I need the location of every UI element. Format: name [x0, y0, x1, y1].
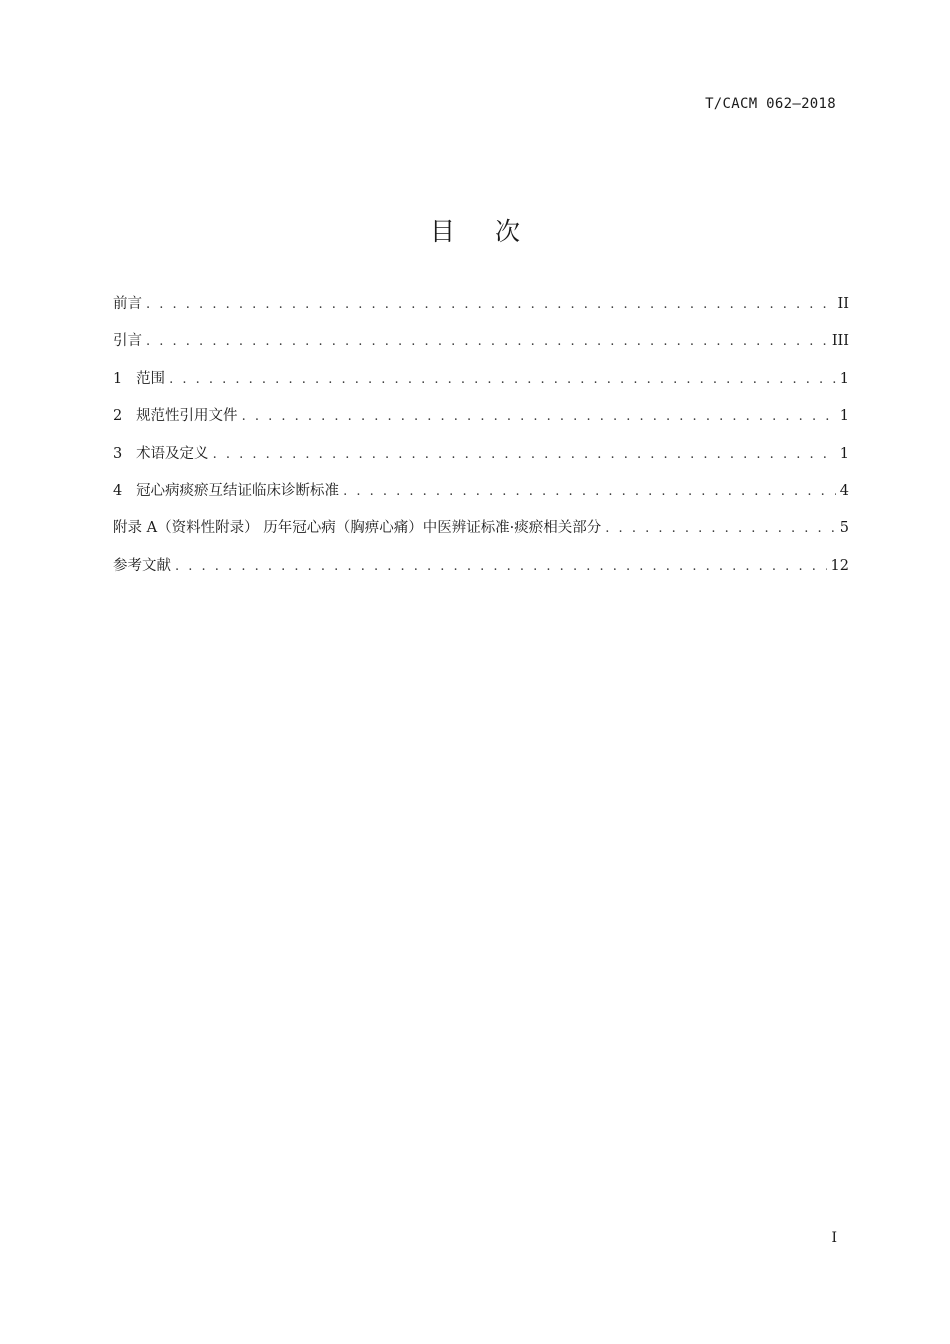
page-number: I	[831, 1230, 837, 1246]
toc-entry-label: 前言	[113, 296, 142, 312]
title-char-1: 目	[429, 217, 455, 246]
toc-entry-page: 12	[830, 557, 849, 574]
toc-entry-scope[interactable]	[113, 367, 849, 404]
toc-leader-dots	[169, 372, 836, 387]
toc-entry-label: 引言	[113, 333, 142, 350]
table-of-contents	[113, 292, 849, 591]
toc-leader-dots	[146, 334, 828, 349]
toc-leader-dots	[605, 521, 835, 536]
toc-entry-page: 1	[839, 445, 849, 462]
toc-entry-label: 术语及定义	[136, 445, 209, 462]
toc-entry-page: II	[837, 296, 849, 312]
toc-leader-dots	[343, 484, 836, 499]
toc-entry-label: 范围	[136, 370, 166, 387]
toc-leader-dots	[242, 409, 836, 424]
toc-entry-label: 冠心病痰瘀互结证临床诊断标准	[136, 482, 340, 499]
toc-leader-dots	[175, 559, 827, 574]
toc-entry-page: 1	[839, 408, 849, 425]
page-title	[0, 212, 950, 248]
document-code: T/CACM 062—2018	[705, 96, 836, 112]
toc-entry-page: III	[831, 333, 849, 350]
toc-entry-label: 附录 A（资料性附录） 历年冠心病（胸痹心痛）中医辨证标准·痰瘀相关部分	[113, 520, 602, 537]
toc-entry-page: 1	[839, 370, 849, 387]
toc-entry-normative-references[interactable]	[113, 404, 849, 441]
toc-entry-diagnostic-criteria[interactable]	[113, 479, 849, 516]
toc-entry-page: 5	[839, 520, 849, 537]
toc-entry-label: 规范性引用文件	[136, 408, 238, 425]
toc-entry-foreword[interactable]	[113, 292, 849, 329]
toc-entry-number: 1	[113, 370, 123, 387]
toc-entry-number: 2	[113, 408, 123, 425]
title-char-2: 次	[495, 217, 521, 246]
toc-entry-terms-definitions[interactable]	[113, 442, 849, 479]
toc-entry-page: 4	[839, 482, 849, 499]
toc-leader-dots	[213, 447, 836, 462]
toc-entry-appendix-a[interactable]	[113, 516, 849, 553]
toc-leader-dots	[146, 297, 834, 312]
toc-entry-number: 3	[113, 445, 123, 462]
toc-entry-number: 4	[113, 482, 123, 499]
toc-entry-references[interactable]	[113, 554, 849, 591]
toc-entry-label: 参考文献	[113, 557, 171, 574]
toc-entry-introduction[interactable]	[113, 329, 849, 366]
